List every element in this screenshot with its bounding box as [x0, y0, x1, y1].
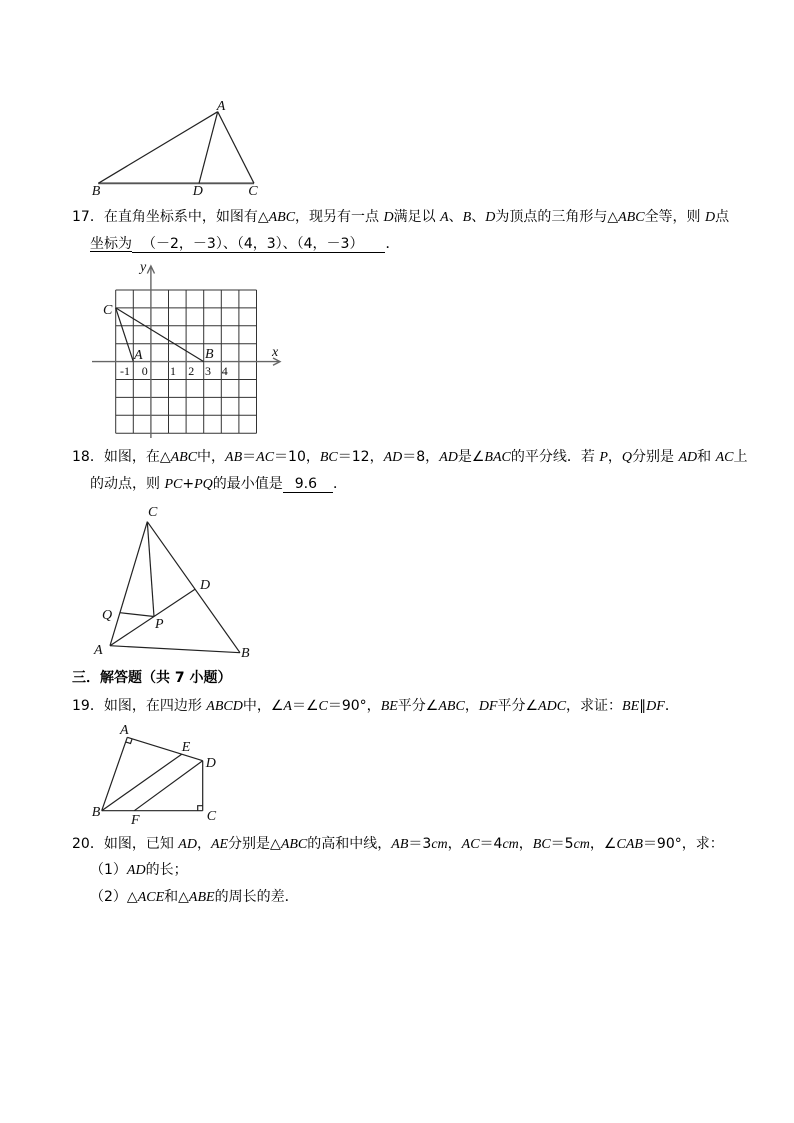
right-angle-mark-c-icon — [198, 806, 203, 811]
question-text: ＝3 — [408, 836, 432, 852]
q18-line-2 — [90, 477, 347, 493]
math-variable: P — [599, 450, 608, 465]
question-text: 点 — [715, 209, 730, 225]
math-variable: ABC — [618, 210, 645, 225]
answer-blank: （－2，－3）、（4，3）、（4，－3） — [132, 237, 385, 253]
question-text: 全等，则 — [644, 209, 706, 225]
question-text: 、 — [448, 209, 463, 225]
figure-quadrilateral-abcd — [85, 718, 225, 828]
segment-cb — [147, 522, 240, 653]
label-b: B — [91, 805, 101, 820]
segment-ab — [110, 646, 240, 653]
math-variable: AB — [391, 837, 409, 852]
label-b: B — [91, 184, 101, 199]
label-c: C — [206, 809, 217, 824]
math-variable: AE — [210, 837, 229, 852]
math-variable: ABC — [280, 837, 308, 852]
question-text: 分别是 — [632, 449, 679, 465]
tick-label: 2 — [188, 364, 195, 378]
segment-ad — [127, 737, 202, 760]
math-variable: BE — [380, 699, 398, 714]
question-text: 20．如图，已知 — [72, 836, 179, 852]
math-variable: B — [462, 210, 472, 225]
segment-ac — [218, 112, 254, 184]
label-a: A — [134, 348, 143, 363]
question-text: 和 — [697, 449, 716, 465]
question-text: （1） — [90, 862, 127, 878]
label-b: B — [205, 347, 214, 362]
question-text: ＝∠ — [291, 698, 319, 714]
question-text: ＝ — [242, 449, 257, 465]
label-c: C — [148, 505, 158, 520]
label-a: A — [94, 643, 103, 658]
unit: cm — [502, 837, 519, 852]
math-variable: ADC — [538, 699, 567, 714]
q17-line-2 — [90, 237, 399, 253]
question-text: 坐标为 — [90, 236, 132, 252]
math-variable: AC — [256, 450, 275, 465]
math-variable: C — [318, 699, 328, 714]
label-d: D — [205, 756, 216, 771]
q17-line-1 — [72, 210, 729, 225]
math-variable: A — [440, 210, 449, 225]
math-variable: AD — [178, 837, 197, 852]
math-variable: AD — [678, 450, 698, 465]
question-text: ， — [447, 836, 462, 852]
math-variable: AD — [439, 450, 458, 465]
segment-ab — [102, 737, 128, 810]
math-variable: Q — [621, 450, 633, 465]
question-text: 满足以 — [393, 209, 441, 225]
question-text: 是∠ — [457, 449, 485, 465]
q20-sub-question-2 — [90, 890, 299, 905]
question-text: ，求证： — [566, 698, 623, 714]
label-e: E — [181, 740, 191, 755]
question-text: ， — [464, 698, 479, 714]
tick-label: 1 — [170, 364, 176, 378]
question-text: ＝5 — [550, 836, 574, 852]
question-text: ， — [196, 836, 211, 852]
question-text: 平分∠ — [497, 698, 539, 714]
label-b: B — [241, 646, 250, 661]
question-text: 17．在直角坐标系中，如图有△ — [72, 209, 269, 225]
figure-triangle-abc-with-d — [85, 100, 265, 200]
parallel-symbol: ∥ — [639, 698, 647, 714]
q20-sub-question-1 — [90, 863, 188, 878]
question-text: 上 — [733, 449, 748, 465]
question-text: ． — [333, 476, 348, 492]
figure-triangle-pq — [85, 500, 265, 665]
axis-label-x: x — [272, 345, 279, 360]
question-text: ，∠ — [589, 836, 617, 852]
math-variable: PQ — [194, 477, 213, 492]
segment-ad — [199, 112, 218, 184]
math-variable: A — [283, 699, 292, 714]
math-variable: ABC — [438, 699, 465, 714]
question-text: ＝8， — [402, 449, 440, 465]
label-d: D — [200, 578, 211, 593]
segment-qp — [120, 613, 154, 617]
label-c: C — [103, 303, 113, 318]
question-text: 的平分线．若 — [510, 449, 600, 465]
q19-line-1 — [72, 699, 679, 714]
question-text: 的长； — [145, 862, 188, 878]
question-text: ＝10， — [274, 449, 320, 465]
question-text: 的高和中线， — [307, 836, 392, 852]
tick-label: -1 — [120, 364, 130, 378]
question-text: ＝12， — [337, 449, 384, 465]
tick-label: 3 — [205, 364, 211, 378]
math-variable: ABC — [170, 450, 198, 465]
tick-label: 0 — [141, 364, 148, 378]
math-variable: D — [485, 210, 496, 225]
question-text: + — [182, 476, 195, 492]
question-text: ＝4 — [479, 836, 503, 852]
math-variable: AC — [461, 837, 480, 852]
math-variable: CAB — [616, 837, 643, 852]
segment-fd — [134, 761, 202, 811]
label-d: D — [192, 184, 203, 199]
label-a: A — [120, 723, 129, 738]
segment-cp — [147, 522, 154, 617]
math-variable: BC — [319, 450, 338, 465]
question-text: ＝90°，求： — [642, 836, 724, 852]
question-text: ，现另有一点 — [295, 209, 384, 225]
unit: cm — [431, 837, 448, 852]
q20-line-1 — [72, 837, 724, 852]
question-text: 中，∠ — [242, 698, 284, 714]
math-variable: ABE — [188, 890, 215, 905]
question-text: ． — [664, 698, 679, 714]
question-text: ， — [518, 836, 533, 852]
math-variable: AB — [225, 450, 243, 465]
question-text: 18．如图，在△ — [72, 449, 171, 465]
segment-ca — [116, 308, 134, 362]
question-text: 、 — [471, 209, 486, 225]
axis-label-y: y — [140, 260, 147, 275]
question-text: 的最小值是 — [212, 476, 283, 492]
question-text: 19．如图，在四边形 — [72, 698, 207, 714]
label-p: P — [155, 617, 164, 632]
tick-label: 4 — [221, 364, 228, 378]
question-text: ． — [385, 236, 400, 252]
math-variable: DF — [646, 699, 665, 714]
question-text: 的周长的差． — [214, 889, 299, 905]
label-f: F — [131, 813, 140, 828]
math-variable: ABCD — [206, 699, 243, 714]
question-text: 中， — [197, 449, 226, 465]
figure-coordinate-grid — [85, 255, 285, 445]
label-q: Q — [102, 608, 113, 623]
math-variable: D — [705, 210, 716, 225]
question-text: 的动点，则 — [90, 476, 165, 492]
unit: cm — [573, 837, 590, 852]
label-c: C — [248, 184, 258, 199]
label-a: A — [216, 99, 226, 114]
segment-cb — [116, 308, 204, 362]
answer-blank: 9.6 — [283, 477, 333, 493]
question-text: ， — [607, 449, 622, 465]
math-variable: AD — [383, 450, 403, 465]
math-variable: BC — [532, 837, 551, 852]
math-variable: AC — [715, 450, 734, 465]
math-variable: ABC — [268, 210, 296, 225]
question-text: 分别是△ — [228, 836, 281, 852]
question-text: 和△ — [164, 889, 189, 905]
segment-ca — [110, 522, 147, 646]
section-heading: 三．解答题（共 7 小题） — [72, 670, 232, 686]
math-variable: DF — [478, 699, 498, 714]
question-text: 为顶点的三角形与△ — [495, 209, 619, 225]
math-variable: D — [383, 210, 394, 225]
question-text: （2）△ — [90, 889, 138, 905]
question-text: ＝90°， — [327, 698, 381, 714]
math-variable: BAC — [484, 450, 511, 465]
math-variable: ACE — [137, 890, 165, 905]
math-variable: AD — [126, 863, 146, 878]
segment-ab — [98, 112, 217, 184]
segment-be — [102, 754, 182, 811]
q18-line-1 — [72, 450, 747, 465]
math-variable: BE — [622, 699, 640, 714]
math-variable: PC — [164, 477, 183, 492]
question-text: 平分∠ — [397, 698, 439, 714]
